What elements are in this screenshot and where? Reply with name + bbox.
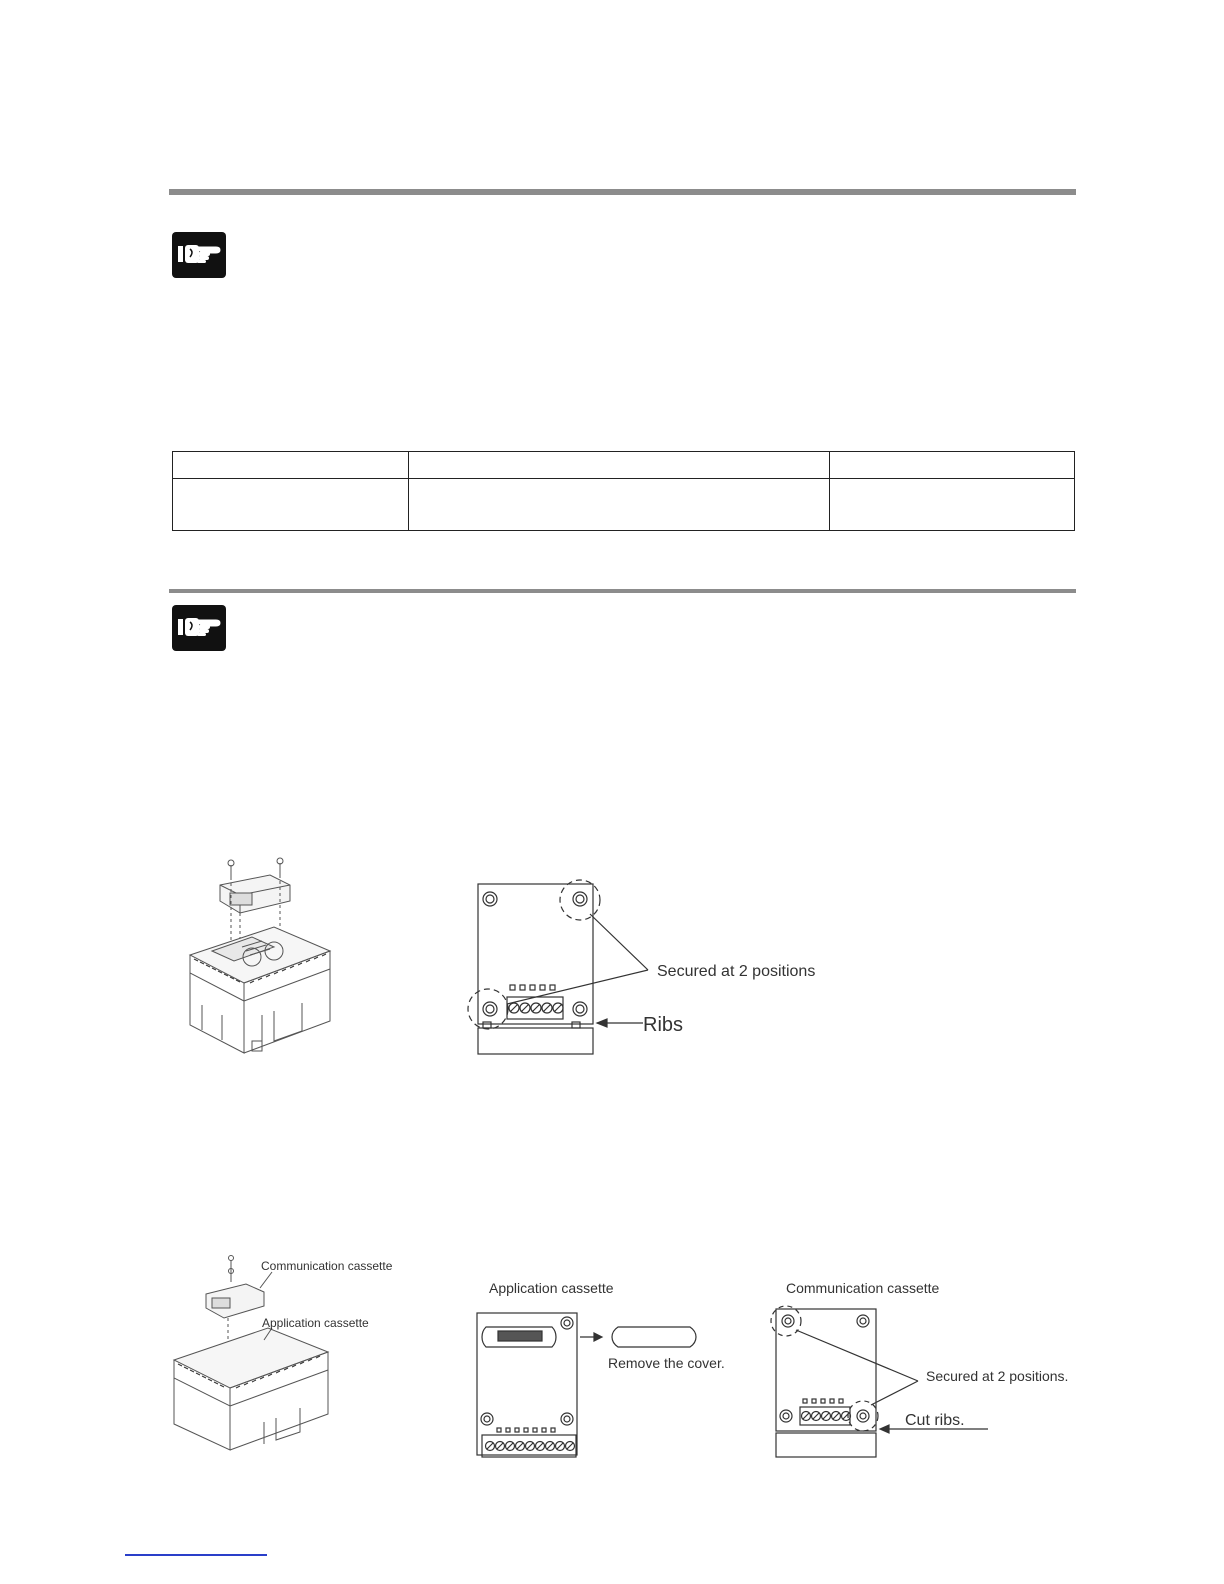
- plc-cassette-mounting-illustration: [182, 855, 342, 1060]
- cassette-front-view-diagram: [460, 872, 840, 1062]
- secured-positions-label: Secured at 2 positions: [657, 963, 816, 980]
- pointing-hand-icon: [172, 232, 226, 278]
- spec-table: [172, 451, 1075, 531]
- section-divider: [169, 189, 1076, 195]
- secured-positions-label: Secured at 2 positions.: [926, 1368, 1069, 1384]
- table-row: [173, 479, 1075, 531]
- table-cell: [409, 479, 830, 531]
- communication-cassette-title: Communication cassette: [786, 1280, 940, 1296]
- application-cassette-front-view: [472, 1275, 742, 1465]
- application-cassette-label: Application cassette: [262, 1316, 369, 1330]
- stacked-cassettes-mounting-illustration: [168, 1252, 408, 1457]
- ribs-label: Ribs: [643, 1014, 684, 1036]
- cut-ribs-label: Cut ribs.: [905, 1412, 965, 1429]
- communication-cassette-label: Communication cassette: [261, 1259, 393, 1273]
- footer-link[interactable]: [125, 1554, 267, 1556]
- application-cassette-title: Application cassette: [489, 1280, 614, 1296]
- table-header-cell: [409, 452, 830, 479]
- communication-cassette-front-view: [770, 1275, 1090, 1465]
- remove-cover-label: Remove the cover.: [608, 1355, 725, 1371]
- table-header-cell: [173, 452, 409, 479]
- section-divider: [169, 589, 1076, 593]
- table-cell: [173, 479, 409, 531]
- table-header-row: [173, 452, 1075, 479]
- table-header-cell: [830, 452, 1075, 479]
- pointing-hand-icon: [172, 605, 226, 651]
- table-cell: [830, 479, 1075, 531]
